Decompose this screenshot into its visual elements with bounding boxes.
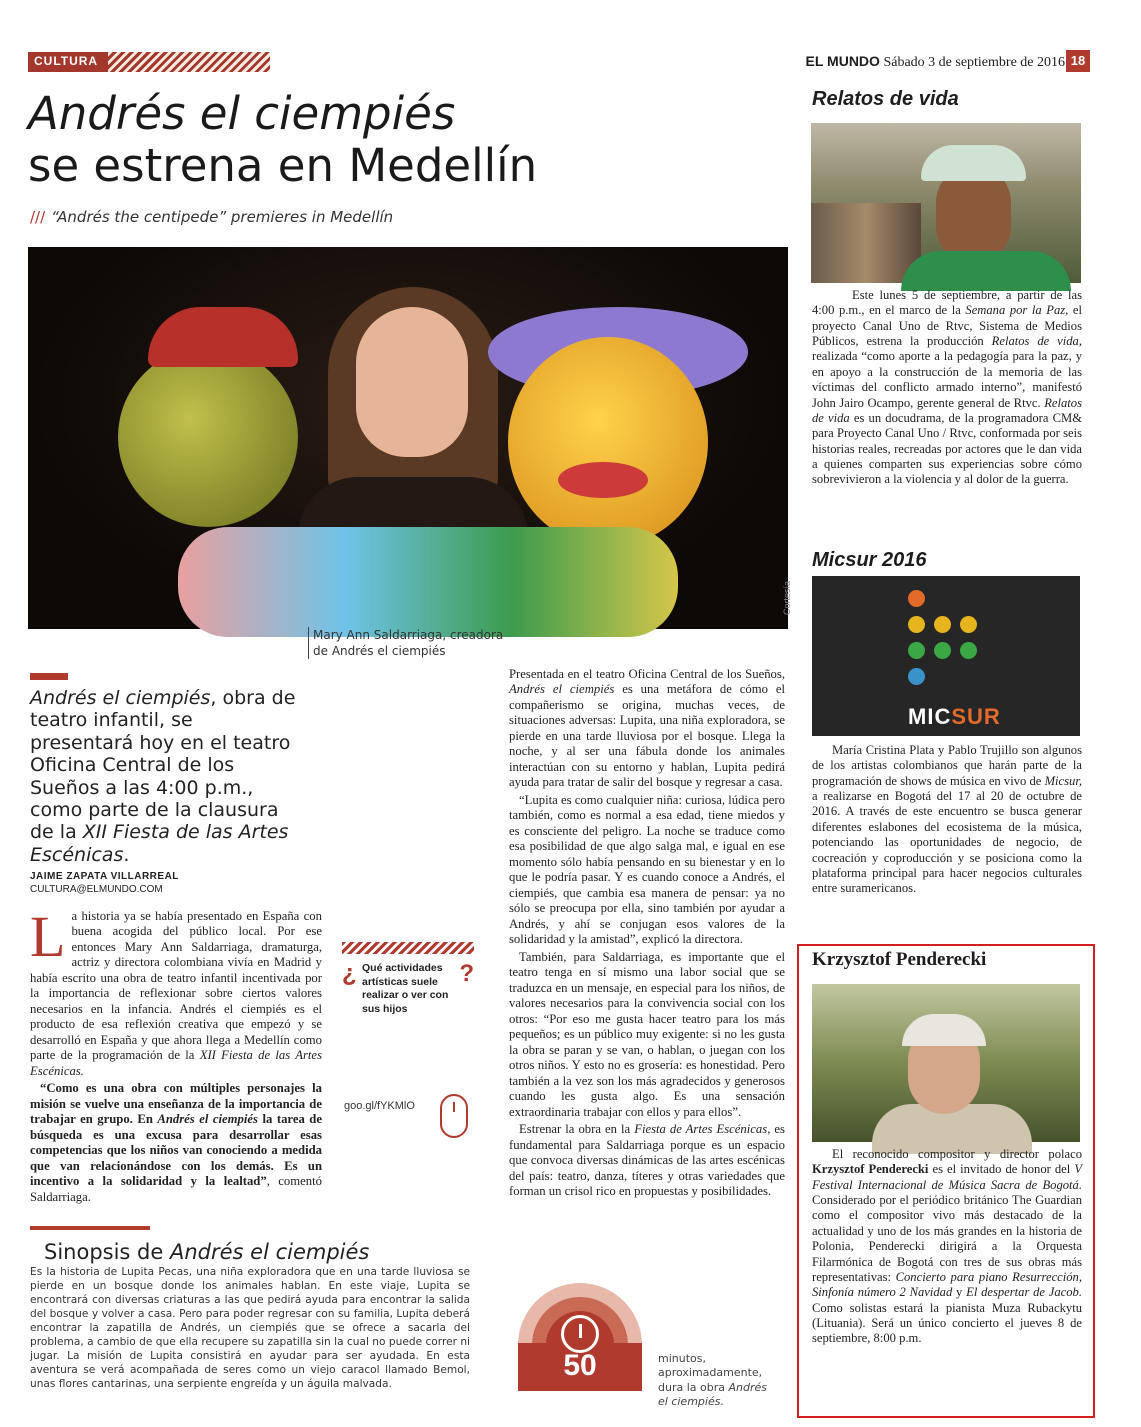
white-hair — [902, 1014, 986, 1046]
pend-t1: El reconocido compositor y director polaco — [832, 1147, 1082, 1161]
relatos-t3-italic: Relatos de vida — [812, 395, 1082, 425]
micsur-dot — [908, 590, 925, 607]
col2-p1b: es una metáfora de cómo el compañerismo se origina, muchas veces, de situaciones adversas: Lupita, una niña exploradora, se pierde en una tarde lluviosa por el bosque. Llega la noche, y al ser una fábula donde los animales interactúan con su entorno y hablan, Lupita pedirá ayuda para tratar de salir del bosque y regresar a casa. — [509, 682, 785, 790]
col2-p4a: Estrenar la obra en la — [519, 1122, 635, 1137]
micsur-dot — [960, 642, 977, 659]
drop-cap: L — [30, 904, 66, 969]
micsur-dot — [908, 616, 925, 633]
micsur-dot — [934, 616, 951, 633]
red-marker — [30, 673, 68, 680]
relatos-body — [812, 288, 1082, 488]
penderecki-photo — [812, 984, 1080, 1142]
micsur-t1: María Cristina Plata y Pablo Trujillo son algunos de los artistas colombianos que harán parte de la programación de shows de música en vivo de — [812, 743, 1082, 788]
pend-t3: Considerado por el periódico británico The Guardian como el compositor vivo más destacado de la actualidad y uno de los más grandes en la historia de Polonia, Penderecki dirigirá a la Orquesta Filarmónica de Bogotá con tres de sus obras más representativas: — [812, 1193, 1082, 1284]
col1-quote-a: “Como es una obra con múltiples personajes la misión se vuelve una enseñanza de la importancia de trabajar en grupo. En — [30, 1081, 322, 1127]
pend-t1-bold: Krzysztof Penderecki — [812, 1162, 929, 1177]
col2-paragraph-3: También, para Saldarriaga, es importante que el teatro tenga en sí mismo una labor social que se traduzca en un mensaje, en especial para los niños, de valores necesarios para la convivencia social con los otros: “Por eso me gusta hacer teatro para los más pequeños; es un público muy exigente: si no les gusta la obra se paran y se van, o hablan, o juegan con los otros niños. Y esto no es grosería: es honestidad. Pero también a la vez son los más agradecidos y generosos cuando les gusta algo. Es una sensación extraordinaria trabajar con ellos y para ellos”. — [509, 949, 785, 1119]
pend-t4: y — [952, 1285, 967, 1300]
micsur-dot — [934, 642, 951, 659]
puppet-yellow-head — [508, 337, 708, 547]
pend-t2-italic: V Festival Internacional de Música Sacra de Bogotá. — [812, 1162, 1083, 1192]
duration-caption-italic: Andrés el ciempiés. — [658, 1380, 767, 1408]
micsur-logo-b: SUR — [951, 704, 1001, 729]
penderecki-title: Krzysztof Penderecki — [812, 949, 987, 970]
sinopsis-body: Es la historia de Lupita Pecas, una niña exploradora que en una tarde lluviosa se pierde en un bosque donde los animales hablan. En este viaje, Lupita se encontrará con diversas criaturas a las que pedirá ayuda para encontrar la salida del bosque y volver a casa. Pero para poder regresar con su familia, Lupita deberá encontrar la zapatilla de Andrés, un ciempiés que se ofrece a sacarla del problema, a cambio de que ella recupere su zapatilla sin la cual no puede correr ni jugar. La misión de Lupita consistirá en ayudar para ser ayudada. En esta aventura se verá acompañada de seres como un viejo caracol llamado Bemol, unas flores cantarinas, una serpiente engreída y un águila malvada. — [30, 1266, 470, 1390]
micsur-logo — [908, 704, 1001, 730]
col1-quote-tail: , comentó Saldarriaga. — [30, 1174, 322, 1204]
micsur-dot — [908, 642, 925, 659]
byline-email: CULTURA@ELMUNDO.COM — [30, 884, 163, 895]
subhead — [30, 208, 730, 226]
relatos-photo — [811, 123, 1081, 283]
question-open-icon: ¿ — [342, 960, 357, 987]
byline-author: JAIME ZAPATA VILLARREAL — [30, 871, 179, 882]
relatos-t1-italic: Semana por la Paz, — [965, 303, 1069, 318]
micsur-dot — [908, 668, 925, 685]
penderecki-body — [812, 1147, 1082, 1347]
section-label: CULTURA — [28, 52, 108, 72]
lead-paragraph — [30, 687, 300, 866]
article-column-2 — [509, 667, 785, 1201]
question-sidebar — [342, 942, 474, 1034]
duration-caption — [658, 1352, 768, 1409]
col1-paragraph-1 — [30, 904, 323, 1079]
mouse-icon — [440, 1094, 468, 1138]
col2-p1a: Presentada en el teatro Oficina Central de los Sueños, — [509, 667, 785, 681]
micsur-t1-italic: Micsur, — [1044, 773, 1082, 788]
clock-icon — [561, 1315, 599, 1353]
lead-text-2: . — [123, 843, 130, 866]
col2-p4b: es fundamental para Saldarriaga porque es un espacio que convoca diversas dinámicas de las artes escénicas del país: teatro, danza, títeres y otras variedades que forman un crisol rico en propuestas y posibilidades. — [509, 1122, 785, 1198]
article-column-1 — [30, 904, 323, 1207]
cap — [921, 145, 1026, 181]
caption-line-1: Mary Ann Saldarriaga, creadora — [313, 628, 504, 642]
micsur-logo-a: MIC — [908, 704, 952, 729]
relatos-t3: realizada “como aporte a la pedagogía para la paz, y en apoyo a la construcción de la memoria de las víctimas del conflicto armado interno”, manifestó John Jairo Ocampo, gerente general de Rtvc. — [812, 349, 1082, 410]
main-photo — [28, 247, 792, 629]
lead-text-1: , obra de teatro infantil, se presentará hoy en el teatro Oficina Central de los Sueños a las 4:00 p.m., como parte de la clausura de la — [30, 687, 296, 844]
green-shirt — [901, 251, 1071, 291]
pend-t3-italic: Concierto para piano Resurrección, Sinfonía número 2 Navidad — [812, 1269, 1082, 1300]
sinopsis-title-plain: Sinopsis de — [44, 1240, 170, 1264]
photo-caption — [308, 627, 528, 659]
col1-paragraph-2 — [30, 1081, 322, 1205]
micsur-dot — [960, 616, 977, 633]
caption-line-2: de Andrés el ciempiés — [313, 644, 446, 659]
micsur-title: Micsur 2016 — [812, 549, 927, 571]
lead-event: XII Fiesta de las Artes Escénicas — [30, 821, 289, 866]
puppet-green-head — [118, 347, 298, 527]
photo-credit: Cortesía — [782, 581, 792, 616]
pencil-icon — [30, 1226, 150, 1230]
paper-name: EL MUNDO — [805, 53, 880, 69]
col2-p4-italic: Fiesta de Artes Escénicas, — [634, 1122, 771, 1137]
sinopsis-title — [44, 1240, 464, 1264]
issue-date: Sábado 3 de septiembre de 2016 — [883, 55, 1065, 70]
pend-t4-italic: El despertar de Jacob. — [966, 1285, 1083, 1300]
relatos-t1: Este lunes 5 de septiembre, a partir de las 4:00 p.m., en el marco de la — [812, 288, 1082, 318]
duration-value: 50 — [518, 1343, 642, 1391]
col2-p1-italic: Andrés el ciempiés — [509, 682, 615, 697]
headline-line-2: se estrena en Medellín — [28, 138, 538, 192]
sinopsis-title-italic: Andrés el ciempiés — [169, 1240, 370, 1264]
puppet-red-hat — [148, 307, 298, 367]
centipede-body — [178, 527, 678, 637]
micsur-t2: a realizarse en Bogotá del 17 al 20 de octubre de 2016. A través de este encuentro se busca generar diferentes eslabones del ecosistema de la música, potenciando las oportunidades de negocio, de cocreación y coproducción y se posiciona como la plataforma principal para hacer negocios culturales entre suramericanos. — [812, 789, 1082, 896]
subhead-text: “Andrés the centipede” premieres in Medellín — [51, 208, 394, 226]
masthead — [785, 52, 1065, 72]
headline-line-1: Andrés el ciempiés — [28, 87, 456, 140]
question-text: Qué actividades artísticas suele realizar o ver con sus hijos — [362, 962, 449, 1015]
duration-caption-text: minutos, aproximadamente, dura la obra — [658, 1352, 763, 1394]
col1-quote-b: la tarea de búsqueda es una excusa para desarrollar esas competencias que los niños van conociendo a medida que van relacionándose con los demás. Es un incentivo a la solidaridad y la lealtad” — [30, 1112, 322, 1189]
col1-quote-italic: Andrés el ciempiés — [157, 1112, 258, 1127]
sidebar-stripes — [342, 942, 474, 954]
col2-paragraph-4 — [509, 1122, 785, 1199]
duration-graphic — [518, 1283, 642, 1407]
woman-face — [356, 307, 468, 457]
lead-title: Andrés el ciempiés — [30, 687, 211, 709]
question-close-icon: ? — [459, 960, 474, 987]
relatos-t2: el proyecto Canal Uno de Rtvc, Sistema de Medios Públicos, estrena la producción — [812, 303, 1082, 349]
col2-paragraph-1 — [509, 667, 785, 791]
crowd — [811, 203, 921, 283]
micsur-body — [812, 743, 1082, 897]
relatos-t2-italic: Relatos de vida, — [991, 334, 1083, 349]
puppet-lips — [558, 462, 648, 498]
pend-t2: es el invitado de honor del — [928, 1162, 1075, 1177]
pend-t5: Como solistas estará la pianista Muza Rubackytu (Lituania). Será un único concierto el jueves 8 de septiembre, 8:00 p.m. — [812, 1300, 1082, 1346]
col1-p1-italic: XII Fiesta de las Artes Escénicas. — [30, 1048, 323, 1078]
micsur-logo-image — [812, 576, 1080, 736]
page-number: 18 — [1066, 50, 1090, 72]
col2-paragraph-2: “Lupita es como cualquier niña: curiosa, lúdica pero también, como es normal a esa edad, tiene miedos y es consciente del peligro. La noche se traduce como esa posibilidad de que algo salga mal, e igual en ese momento sólo había pensando en su bienestar y en lo que le podría pasar. Y es cuando conoce a Andrés, el ciempiés, que cambia esa manera de pensar: ya no sólo se preocupa por ella, sino también por ayudar a Andrés, y ahí se conjugan esos valores de la solidaridad y la amistad”, explicó la directora. — [509, 792, 785, 947]
slash-icon: /// — [30, 208, 46, 226]
section-tag — [28, 52, 270, 72]
relatos-t4: es un docudrama, de la programadora CM& para Proyecto Canal Uno / Rtvc, conformada por seis historias reales, recreadas por actores que le dan vida a quienes comparten sus experiencias sobre cómo sobrevivieron a la violencia y al dolor de la guerra. — [812, 410, 1083, 487]
col1-p1-text: a historia ya se había presentado en España con buena acogida del público local. Por ese entonces Mary Ann Saldarriaga, dramaturga, actriz y directora colombiana vivía en Madrid y había escrito una obra de teatro infantil incentivada por la importancia de reflexionar sobre ciertos valores necesarios en la infancia. Andrés el ciempiés es el producto de esa reflexión creativa que empezó y se desarrolló en España y que ahora llega a Medellín como parte de la programación de la — [30, 909, 322, 1063]
relatos-title: Relatos de vida — [812, 88, 959, 110]
headline — [28, 88, 748, 192]
short-link[interactable]: goo.gl/fYKMlO — [344, 1100, 415, 1112]
